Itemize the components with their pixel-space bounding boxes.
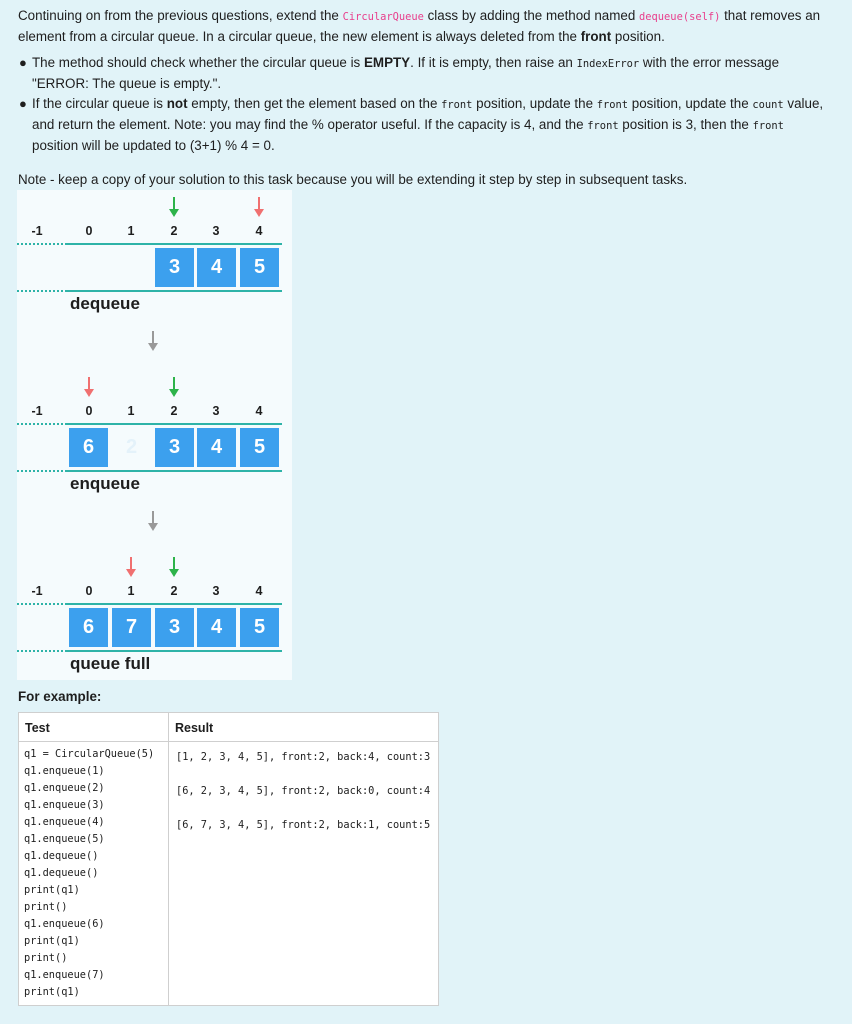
result-header: Result [169, 713, 439, 742]
list-item: ● The method should check whether the circular queue is EMPTY. If it is empty, then raise an IndexError with the error message "ERROR: The queue is empty.". [19, 55, 780, 91]
queue-panel [17, 190, 292, 313]
index-label: -1 [31, 224, 43, 238]
method-name-code: dequeue(self) [639, 11, 721, 23]
index-label: 0 [85, 224, 93, 238]
result-line-1: [1, 2, 3, 4, 5], front:2, back:4, count:3 [176, 751, 431, 763]
index-label: 1 [127, 224, 135, 238]
queue-cell: 5 [240, 608, 279, 647]
top-rule [67, 603, 282, 605]
index-label: 3 [212, 584, 220, 598]
queue-cell: 3 [155, 608, 194, 647]
panel-caption: enqueue [70, 474, 140, 493]
index-label: 3 [212, 224, 220, 238]
dotted-rule [17, 290, 67, 292]
test-header: Test [19, 713, 169, 742]
index-label: -1 [31, 404, 43, 418]
dotted-rule [17, 603, 67, 605]
question-text [18, 6, 833, 190]
panel-caption: dequeue [70, 294, 140, 313]
queue-cell: 3 [155, 248, 194, 287]
result-line-2: [6, 2, 3, 4, 5], front:2, back:0, count:4 [176, 785, 431, 797]
index-label: 2 [170, 584, 178, 598]
back-pointer-arrow [253, 196, 265, 218]
index-label: 4 [255, 404, 263, 418]
queue-cell: 5 [240, 248, 279, 287]
top-rule [67, 423, 282, 425]
dotted-rule [17, 243, 67, 245]
queue-cell: 6 [69, 428, 108, 467]
class-name-code: CircularQueue [342, 11, 424, 23]
queue-cell: 7 [112, 608, 151, 647]
index-label: 2 [170, 404, 178, 418]
panel-caption: queue full [70, 654, 151, 673]
index-label: 2 [170, 224, 178, 238]
queue-cell: 4 [197, 608, 236, 647]
test-code: q1 = CircularQueue(5) q1.enqueue(1) q1.enqueue(2) q1.enqueue(3) q1.enqueue(4) q1.enqueue(5) q1.dequeue() q1.dequeue() print(q1) print() q1.enqueue(6) print(q1) print() q1.enqueue(7) print(q1) [24, 748, 155, 998]
back-pointer-arrow [83, 376, 95, 398]
queue-cell: 2 [125, 436, 138, 458]
bottom-rule [67, 290, 282, 292]
back-pointer-arrow [125, 556, 137, 578]
queue-cell: 5 [240, 428, 279, 467]
front-pointer-arrow [168, 556, 180, 578]
front-pointer-arrow [168, 196, 180, 218]
dotted-rule [17, 650, 67, 652]
result-cell [169, 742, 439, 1006]
queue-cell: 4 [197, 248, 236, 287]
result-line-3: [6, 7, 3, 4, 5], front:2, back:1, count:5 [176, 819, 431, 831]
index-label: 4 [255, 584, 263, 598]
front-pointer-arrow [168, 376, 180, 398]
requirements-list [18, 53, 833, 156]
top-rule [67, 243, 282, 245]
index-label: 0 [85, 584, 93, 598]
dotted-rule [17, 470, 67, 472]
queue-cell: 3 [155, 428, 194, 467]
circular-queue-diagram [17, 190, 292, 680]
example-title: For example: [18, 689, 102, 704]
index-label: -1 [31, 584, 43, 598]
queue-cell: 4 [197, 428, 236, 467]
index-label: 1 [127, 404, 135, 418]
queue-panel [17, 370, 292, 493]
dotted-rule [17, 423, 67, 425]
index-label: 1 [127, 584, 135, 598]
test-cell [19, 742, 169, 1006]
index-label: 4 [255, 224, 263, 238]
index-label: 0 [85, 404, 93, 418]
transition-arrow [147, 510, 159, 532]
list-item: ● If the circular queue is not empty, then get the element based on the front position, update the front position, update the count value, and return the element. Note: you may find the % operator useful. If the capacity is 4, and the front position is 3, then the front position will be updated to (3+1) % 4 = 0. [19, 96, 824, 153]
intro-paragraph: Continuing on from the previous questions, extend the CircularQueue class by adding the method named dequeue(self) that removes an element from a circular queue. In a circular queue, the new element is always deleted from the front position. [18, 8, 821, 44]
note-paragraph: Note - keep a copy of your solution to this task because you will be extending it step by step in subsequent tasks. [18, 172, 688, 187]
transition-arrow [147, 330, 159, 352]
bottom-rule [67, 470, 282, 472]
queue-panel [17, 550, 292, 673]
queue-cell: 6 [69, 608, 108, 647]
index-label: 3 [212, 404, 220, 418]
bottom-rule [67, 650, 282, 652]
